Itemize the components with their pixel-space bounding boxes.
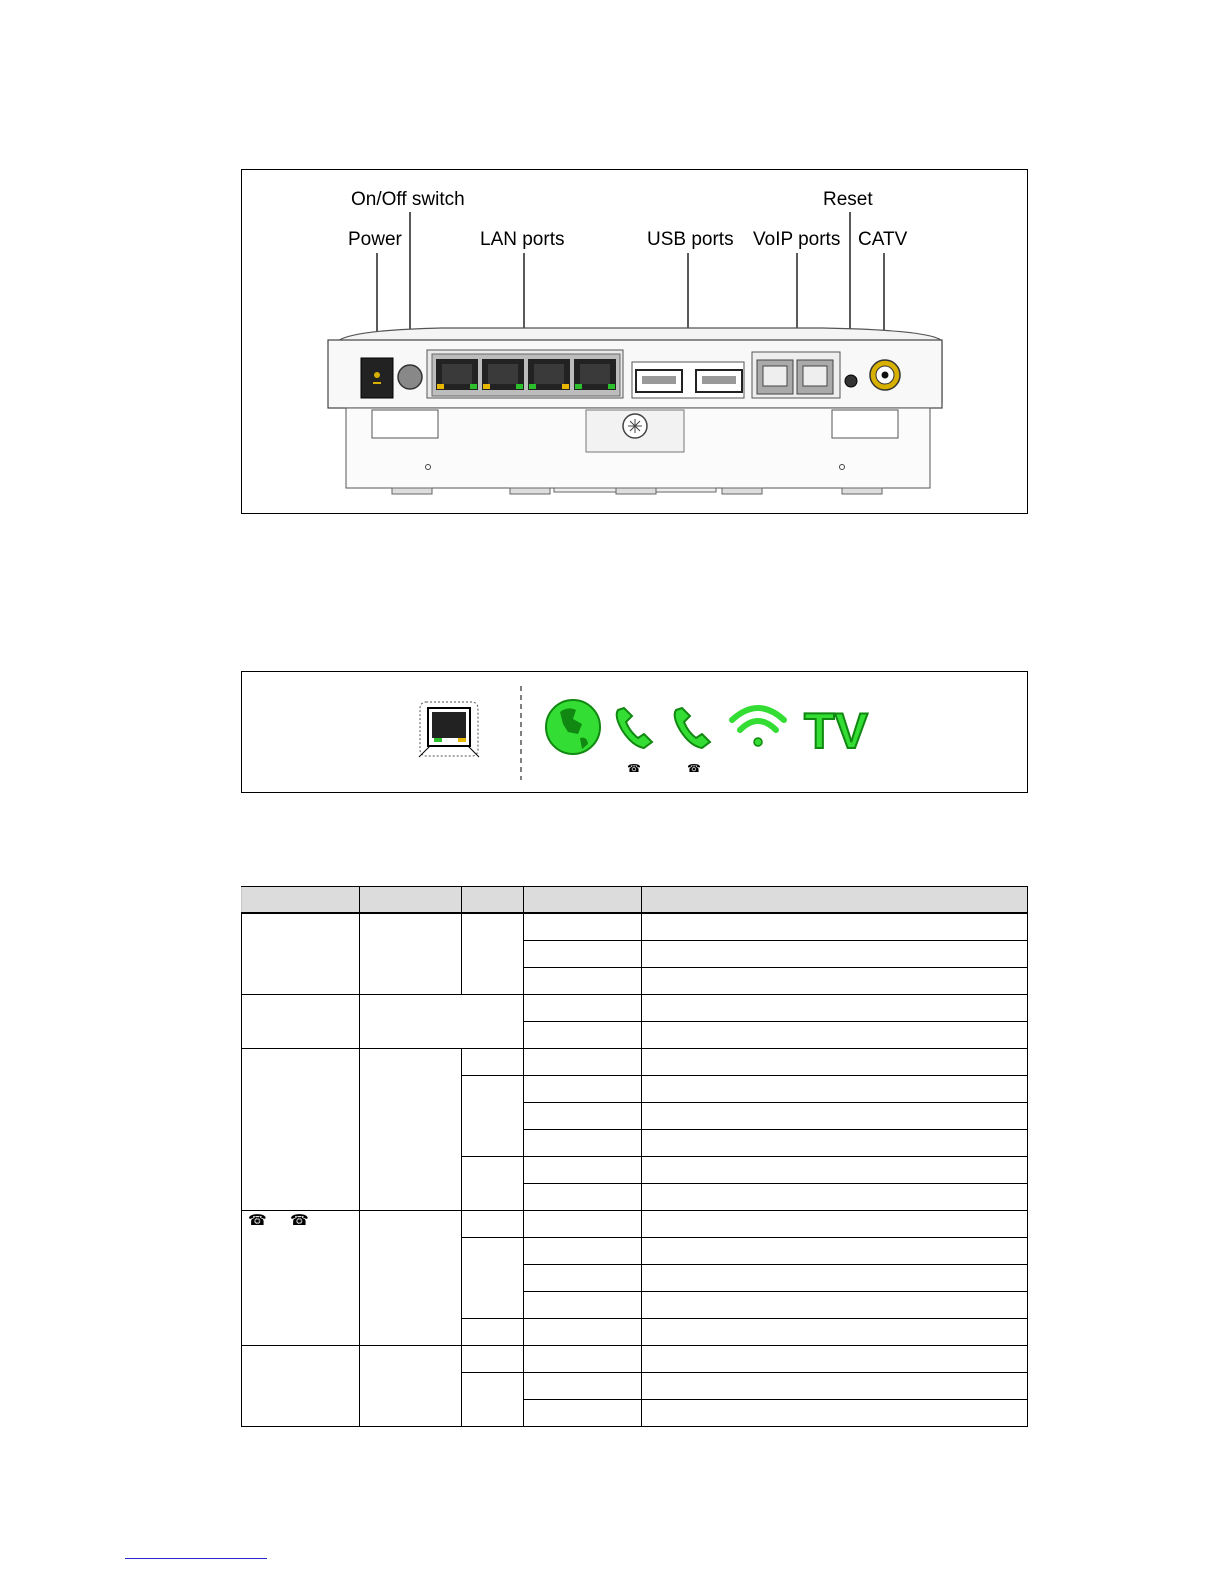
table-cell (462, 1211, 524, 1238)
table-cell (524, 1157, 642, 1184)
table-cell (242, 1211, 360, 1346)
table-cell (462, 1076, 524, 1157)
phone-1-subscript: ☎ (627, 762, 641, 775)
table-cell (524, 913, 642, 941)
table-cell (524, 1346, 642, 1373)
table-header-cell (462, 887, 524, 914)
footnote-separator (125, 1558, 267, 1559)
phone-1-icon: ☎ (248, 1212, 267, 1229)
table-cell (642, 1265, 1028, 1292)
table-cell (524, 995, 642, 1022)
table-cell (524, 941, 642, 968)
led-status-table (241, 886, 1028, 1427)
table-cell (642, 995, 1028, 1022)
table-cell (642, 913, 1028, 941)
table-cell (642, 941, 1028, 968)
table-cell (524, 1292, 642, 1319)
wifi-icon (732, 708, 784, 746)
router-rear-drawing (242, 170, 1029, 515)
table-cell (642, 1400, 1028, 1427)
table-cell (642, 1076, 1028, 1103)
table-header-cell (360, 887, 462, 914)
table-header-cell (242, 887, 360, 914)
table-header-row (242, 887, 1028, 914)
rear-panel-figure (241, 169, 1028, 514)
usb-ports-label: USB ports (647, 229, 734, 250)
led-panel-drawing (242, 672, 1029, 794)
catv-label: CATV (858, 229, 908, 250)
table-cell (642, 1157, 1028, 1184)
table-cell (524, 1400, 642, 1427)
on-off-switch-label: On/Off switch (351, 189, 465, 210)
table-cell (242, 995, 360, 1049)
table-cell (642, 1373, 1028, 1400)
table-cell (524, 1184, 642, 1211)
table-cell (642, 1022, 1028, 1049)
lan-ports-label: LAN ports (480, 229, 565, 250)
globe-icon (546, 700, 600, 754)
voip-ports-label: VoIP ports (753, 229, 841, 250)
table-cell (462, 1373, 524, 1427)
table-cell (242, 913, 360, 995)
table-cell (524, 968, 642, 995)
table-cell (462, 913, 524, 995)
ethernet-port-icon (419, 702, 479, 757)
table-cell (462, 1157, 524, 1211)
table-cell (360, 995, 524, 1049)
table-cell (524, 1265, 642, 1292)
table-cell (524, 1211, 642, 1238)
table-cell (524, 1022, 642, 1049)
table-cell (524, 1238, 642, 1265)
table-cell (642, 968, 1028, 995)
table-header-cell (524, 887, 642, 914)
table-cell (642, 1103, 1028, 1130)
phone-2-subscript: ☎ (687, 762, 701, 775)
table-cell (642, 1292, 1028, 1319)
table-header-cell (642, 887, 1028, 914)
table-cell (524, 1103, 642, 1130)
table-cell (642, 1049, 1028, 1076)
table-cell (462, 1346, 524, 1373)
table-row (242, 1346, 1028, 1373)
tv-icon: TV (804, 703, 868, 759)
reset-label: Reset (823, 189, 873, 210)
table-cell (360, 913, 462, 995)
phone-1-icon (617, 708, 652, 775)
table-cell (524, 1319, 642, 1346)
table-cell (642, 1238, 1028, 1265)
table-cell (642, 1211, 1028, 1238)
table-row (242, 1049, 1028, 1076)
power-label: Power (348, 229, 402, 250)
led-panel-figure (241, 671, 1028, 793)
table-cell (360, 1211, 462, 1346)
table-cell (242, 1346, 360, 1427)
table-cell (642, 1319, 1028, 1346)
table-cell (242, 1049, 360, 1211)
reset-button-icon (845, 375, 857, 387)
table-cell (524, 1130, 642, 1157)
table-row (242, 995, 1028, 1022)
table-cell (462, 1238, 524, 1319)
table-cell (462, 1319, 524, 1346)
phone-2-icon (675, 708, 710, 775)
table-cell (524, 1373, 642, 1400)
table-cell (524, 1076, 642, 1103)
table-cell (360, 1049, 462, 1211)
table-cell (462, 1049, 524, 1076)
table-cell (642, 1130, 1028, 1157)
table-row (242, 913, 1028, 941)
phone-2-icon: ☎ (290, 1212, 309, 1229)
table-cell (360, 1346, 462, 1427)
on-off-switch-icon (398, 365, 422, 389)
table-cell (642, 1346, 1028, 1373)
table-cell (642, 1184, 1028, 1211)
table-row (242, 1211, 1028, 1238)
table-cell (524, 1049, 642, 1076)
